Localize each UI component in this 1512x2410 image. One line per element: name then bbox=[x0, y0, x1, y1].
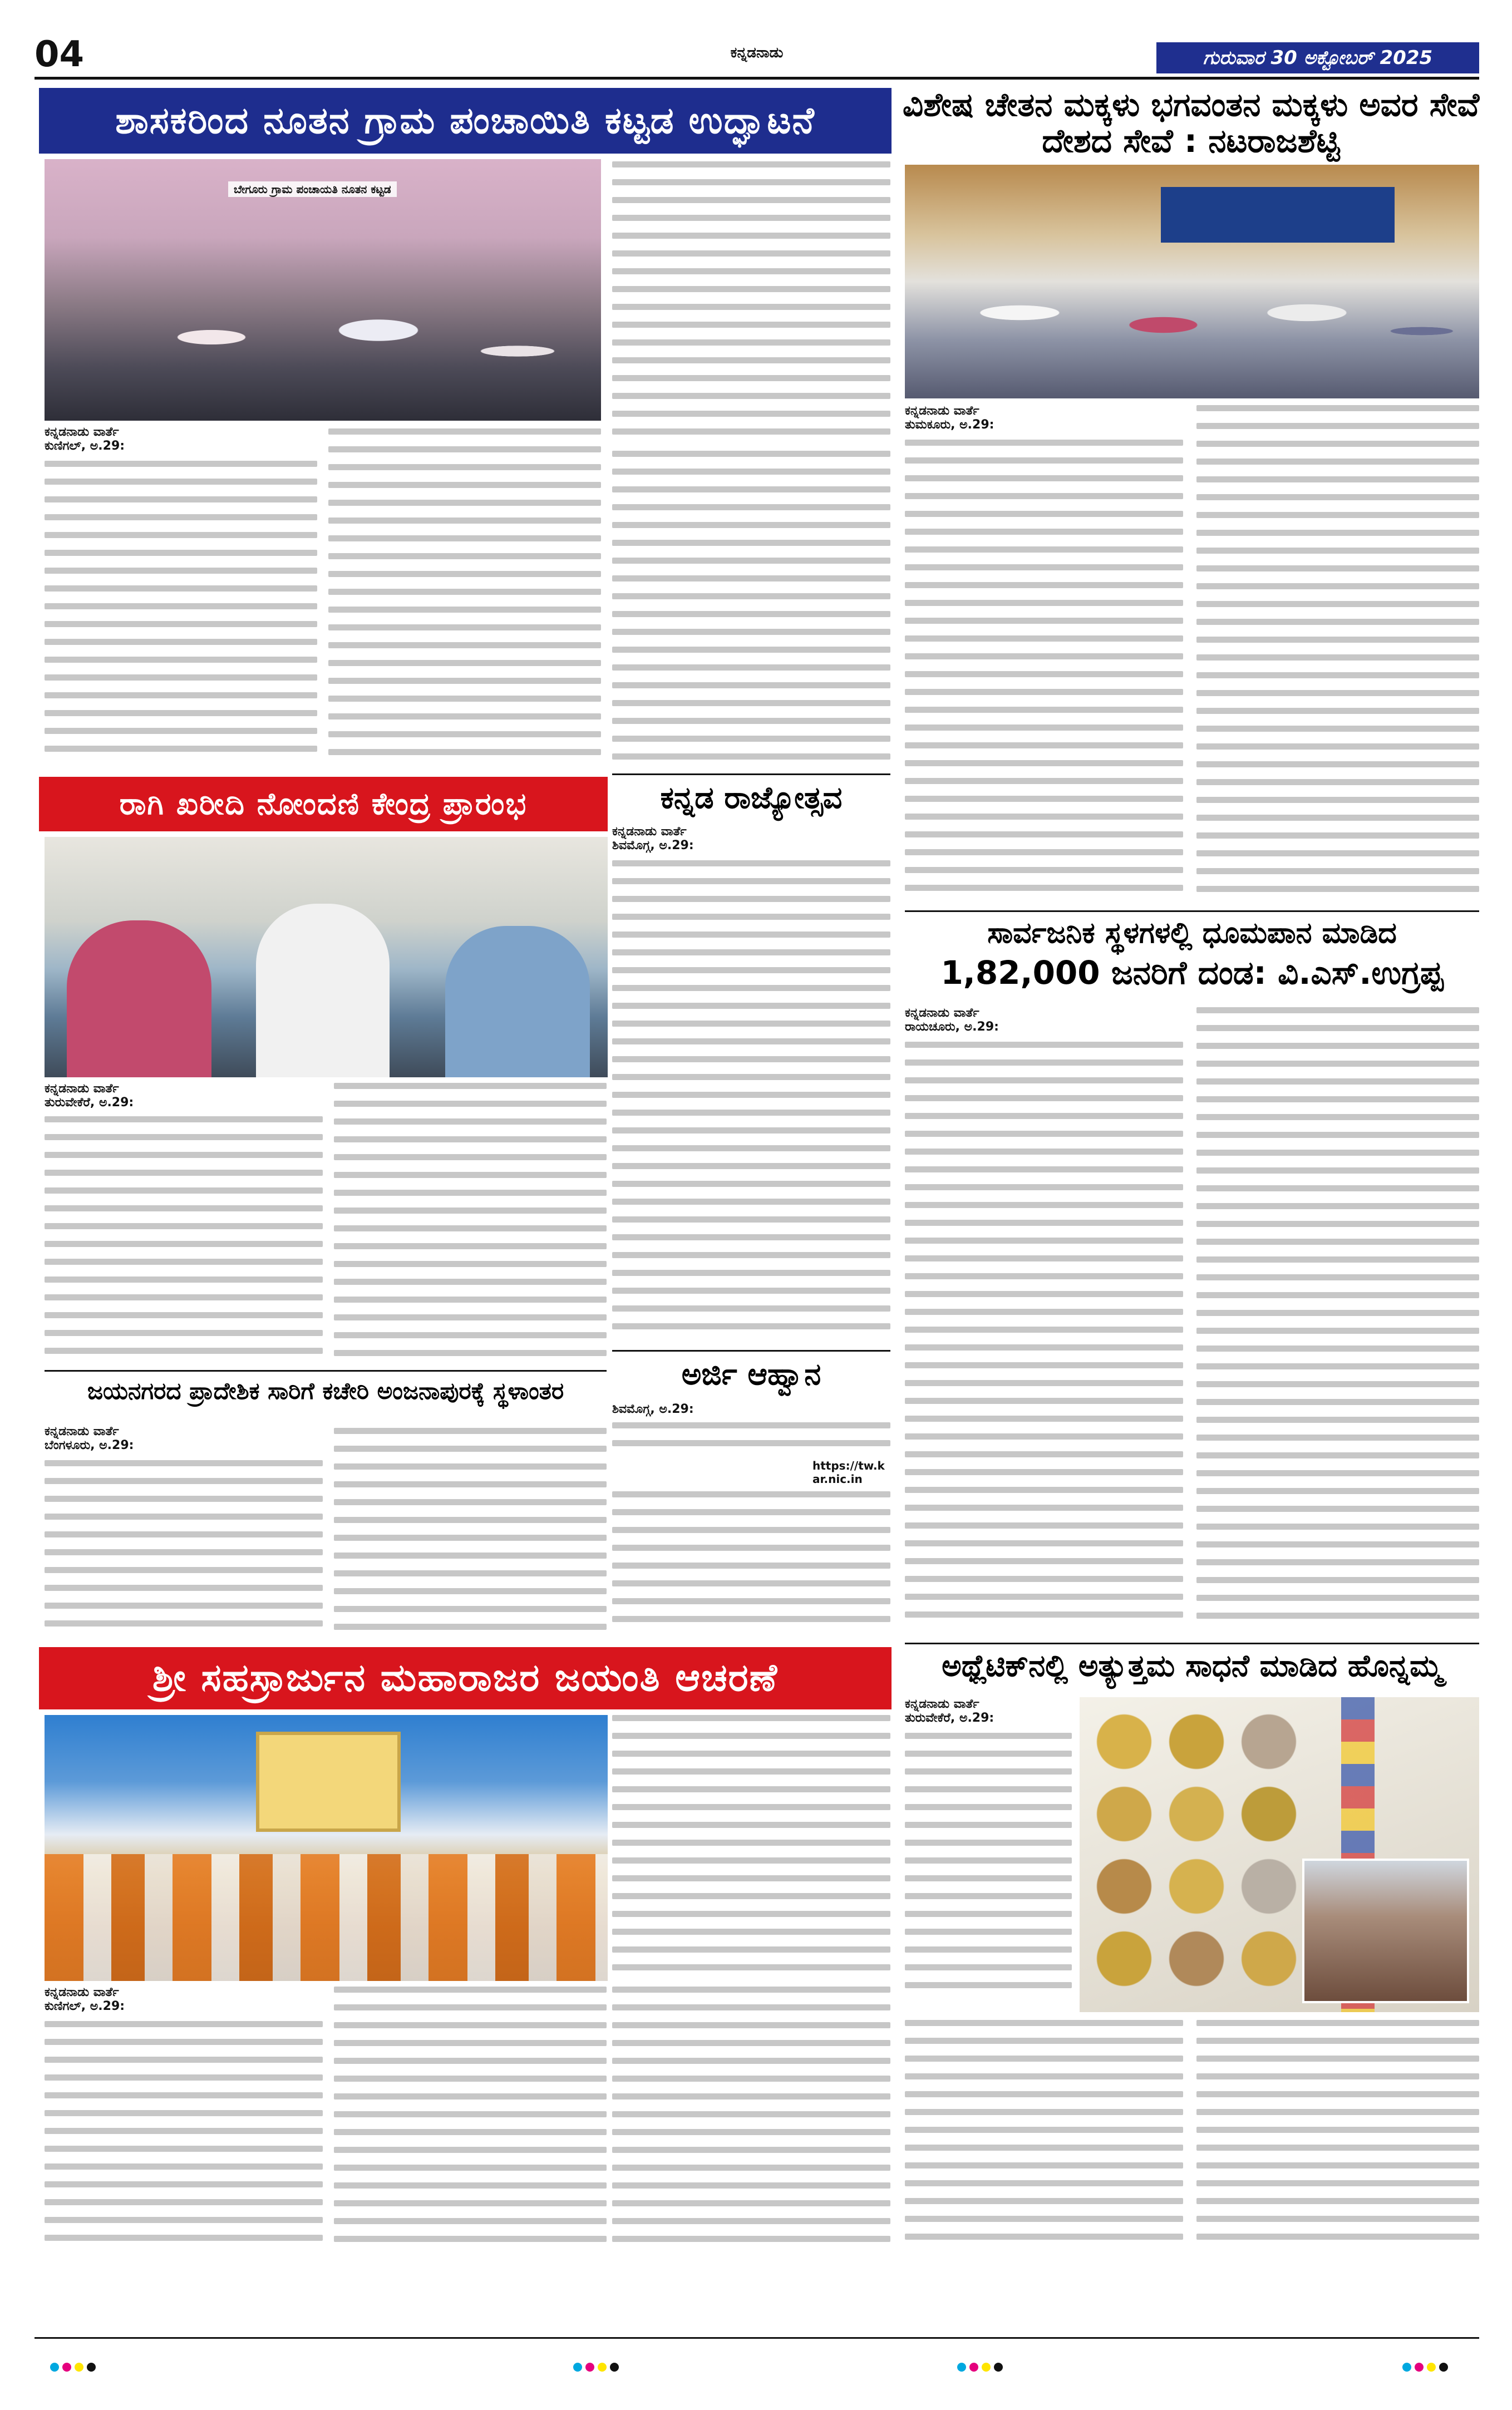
sarige-rule bbox=[45, 1370, 607, 1372]
athletics-rule bbox=[905, 1643, 1479, 1644]
masthead-rule bbox=[35, 77, 1479, 80]
special-children-photo bbox=[905, 165, 1479, 398]
paper-logo: ಕನ್ನಡನಾಡು bbox=[730, 45, 784, 61]
athletics-col-1 bbox=[905, 1733, 1072, 2011]
stage-backdrop bbox=[256, 1732, 401, 1832]
sahasrarjuna-dateline: ಕನ್ನಡನಾಡು ವಾರ್ತೆ ಕುಣಿಗಲ್, ಅ.29: bbox=[45, 1985, 125, 2013]
panchayat-banner: ಬೇಗೂರು ಗ್ರಾಮ ಪಂಚಾಯತಿ ನೂತನ ಕಟ್ಟಡ bbox=[228, 181, 397, 197]
magenta-dot bbox=[969, 2363, 978, 2372]
black-dot bbox=[994, 2363, 1003, 2372]
ragi-col-2 bbox=[334, 1083, 607, 1366]
smoking-headline-1: ಸಾರ್ವಜನಿಕ ಸ್ಥಳಗಳಲ್ಲಿ ಧೂಮಪಾನ ಮಾಡಿದ bbox=[987, 916, 1397, 950]
registration-marks-right1 bbox=[957, 2363, 1003, 2372]
audience-row bbox=[45, 1854, 608, 1981]
sahasrarjuna-col-1 bbox=[45, 2021, 323, 2266]
special-children-dateline: ಕನ್ನಡನಾಡು ವಾರ್ತೆ ತುಮಕೂರು, ಅ.29: bbox=[905, 404, 994, 432]
arji-dateline: ಶಿವಮೊಗ್ಗ, ಅ.29: bbox=[612, 1402, 694, 1416]
footer-rule bbox=[35, 2337, 1479, 2339]
panchayat-photo bbox=[45, 159, 601, 421]
yellow-dot bbox=[982, 2363, 991, 2372]
black-dot bbox=[610, 2363, 619, 2372]
sahasrarjuna-col-right bbox=[612, 1715, 890, 1981]
panchayat-col-3 bbox=[612, 451, 890, 773]
issue-date: ಗುರುವಾರ 30 ಅಕ್ಟೋಬರ್ 2025 bbox=[1156, 42, 1479, 73]
sarige-col-1 bbox=[45, 1460, 323, 1638]
special-children-col-2 bbox=[1196, 405, 1479, 907]
smoking-col-2 bbox=[1196, 1007, 1479, 1637]
black-dot bbox=[87, 2363, 96, 2372]
yellow-dot bbox=[1427, 2363, 1436, 2372]
sahasrarjuna-headline: ಶ್ರೀ ಸಹಸ್ರಾರ್ಜುನ ಮಹಾರಾಜರ ಜಯಂತಿ ಆಚರಣೆ bbox=[39, 1647, 892, 1709]
sahasrarjuna-col-2 bbox=[334, 1987, 607, 2266]
athletics-col-2 bbox=[905, 2020, 1183, 2265]
registration-marks-center bbox=[573, 2363, 619, 2372]
group-shape bbox=[905, 276, 1479, 398]
rajyotsava-rule bbox=[612, 773, 890, 775]
smoking-rule bbox=[905, 910, 1479, 912]
ragi-dateline: ಕನ್ನಡನಾಡು ವಾರ್ತೆ ತುರುವೇಕೆರೆ, ಅ.29: bbox=[45, 1082, 134, 1110]
athletics-col-3 bbox=[1196, 2020, 1479, 2265]
special-children-col-1 bbox=[905, 440, 1183, 907]
sahasrarjuna-photo bbox=[45, 1715, 608, 1981]
smoking-dateline: ಕನ್ನಡನಾಡು ವಾರ್ತೆ ರಾಯಚೂರು, ಅ.29: bbox=[905, 1006, 999, 1034]
special-children-headline: ವಿಶೇಷ ಚೇತನ ಮಕ್ಕಳು ಭಗವಂತನ ಮಕ್ಕಳು ಅವರ ಸೇವೆ ದೇಶದ ಸೇವೆ : ನಟರಾಜಶೆಟ್ಟಿ bbox=[902, 86, 1480, 160]
cyan-dot bbox=[50, 2363, 59, 2372]
crowd-shape bbox=[45, 282, 601, 421]
person-shape-2 bbox=[256, 904, 390, 1077]
sarige-headline: ಜಯನಗರದ ಪ್ರಾದೇಶಿಕ ಸಾರಿಗೆ ಕಚೇರಿ ಅಂಜನಾಪುರಕ್ಕೆ ಸ್ಥಳಾಂತರ bbox=[87, 1377, 564, 1404]
black-dot bbox=[1439, 2363, 1448, 2372]
registration-marks-left bbox=[50, 2363, 96, 2372]
cyan-dot bbox=[957, 2363, 966, 2372]
event-banner bbox=[1161, 187, 1395, 243]
panchayat-col-1 bbox=[45, 461, 317, 772]
arji-headline: ಅರ್ಜಿ ಆಹ್ವಾನ bbox=[681, 1357, 821, 1392]
page-number: 04 bbox=[35, 34, 85, 75]
medals-photo bbox=[1080, 1697, 1479, 2012]
person-shape-3 bbox=[445, 926, 590, 1077]
ragi-photo bbox=[45, 837, 608, 1077]
cyan-dot bbox=[1402, 2363, 1411, 2372]
ragi-headline: ರಾಗಿ ಖರೀದಿ ನೋಂದಣಿ ಕೇಂದ್ರ ಪ್ರಾರಂಭ bbox=[39, 777, 608, 831]
arji-rule bbox=[612, 1350, 890, 1352]
panchayat-headline: ಶಾಸಕರಿಂದ ನೂತನ ಗ್ರಾಮ ಪಂಚಾಯಿತಿ ಕಟ್ಟಡ ಉದ್ಘಾಟನೆ bbox=[39, 88, 892, 154]
yellow-dot bbox=[598, 2363, 607, 2372]
sarige-col-2 bbox=[334, 1428, 607, 1638]
medal-grid bbox=[1091, 1708, 1336, 1998]
panchayat-col-right bbox=[612, 161, 890, 445]
yellow-dot bbox=[75, 2363, 83, 2372]
rajyotsava-dateline: ಕನ್ನಡನಾಡು ವಾರ್ತೆ ಶಿವಮೊಗ್ಗ, ಅ.29: bbox=[612, 825, 694, 852]
smoking-col-1 bbox=[905, 1042, 1183, 1637]
panchayat-col-2 bbox=[328, 428, 601, 773]
smoking-headline-2: 1,82,000 ಜನರಿಗೆ ದಂಡ: ವಿ.ಎಸ್.ಉಗ್ರಪ್ಪ bbox=[940, 954, 1444, 992]
sahasrarjuna-col-3 bbox=[612, 1987, 890, 2266]
cyan-dot bbox=[573, 2363, 582, 2372]
arji-website[interactable]: https://tw.kar.nic.in bbox=[812, 1459, 885, 1486]
rajyotsava-col bbox=[612, 860, 890, 1344]
magenta-dot bbox=[1415, 2363, 1424, 2372]
ragi-col-1 bbox=[45, 1116, 323, 1366]
sarige-dateline: ಕನ್ನಡನಾಡು ವಾರ್ತೆ ಬೆಂಗಳೂರು, ಅ.29: bbox=[45, 1425, 134, 1452]
athletics-dateline: ಕನ್ನಡನಾಡು ವಾರ್ತೆ ತುರುವೇಕೆರೆ, ಅ.29: bbox=[905, 1697, 994, 1725]
arji-col-2 bbox=[612, 1491, 890, 1636]
magenta-dot bbox=[585, 2363, 594, 2372]
athletics-headline: ಅಥ್ಲೆಟಿಕ್‌ನಲ್ಲಿ ಅತ್ಯುತ್ತಮ ಸಾಧನೆ ಮಾಡಿದ ಹೊನ್ನಮ್ಮ bbox=[942, 1648, 1442, 1683]
rajyotsava-headline: ಕನ್ನಡ ರಾಜ್ಯೋತ್ಸವ bbox=[660, 780, 843, 815]
magenta-dot bbox=[62, 2363, 71, 2372]
panchayat-dateline: ಕನ್ನಡನಾಡು ವಾರ್ತೆ ಕುಣಿಗಲ್, ಅ.29: bbox=[45, 425, 125, 453]
honnamma-photo bbox=[1302, 1859, 1469, 2003]
person-shape bbox=[67, 920, 211, 1077]
registration-marks-right2 bbox=[1402, 2363, 1448, 2372]
